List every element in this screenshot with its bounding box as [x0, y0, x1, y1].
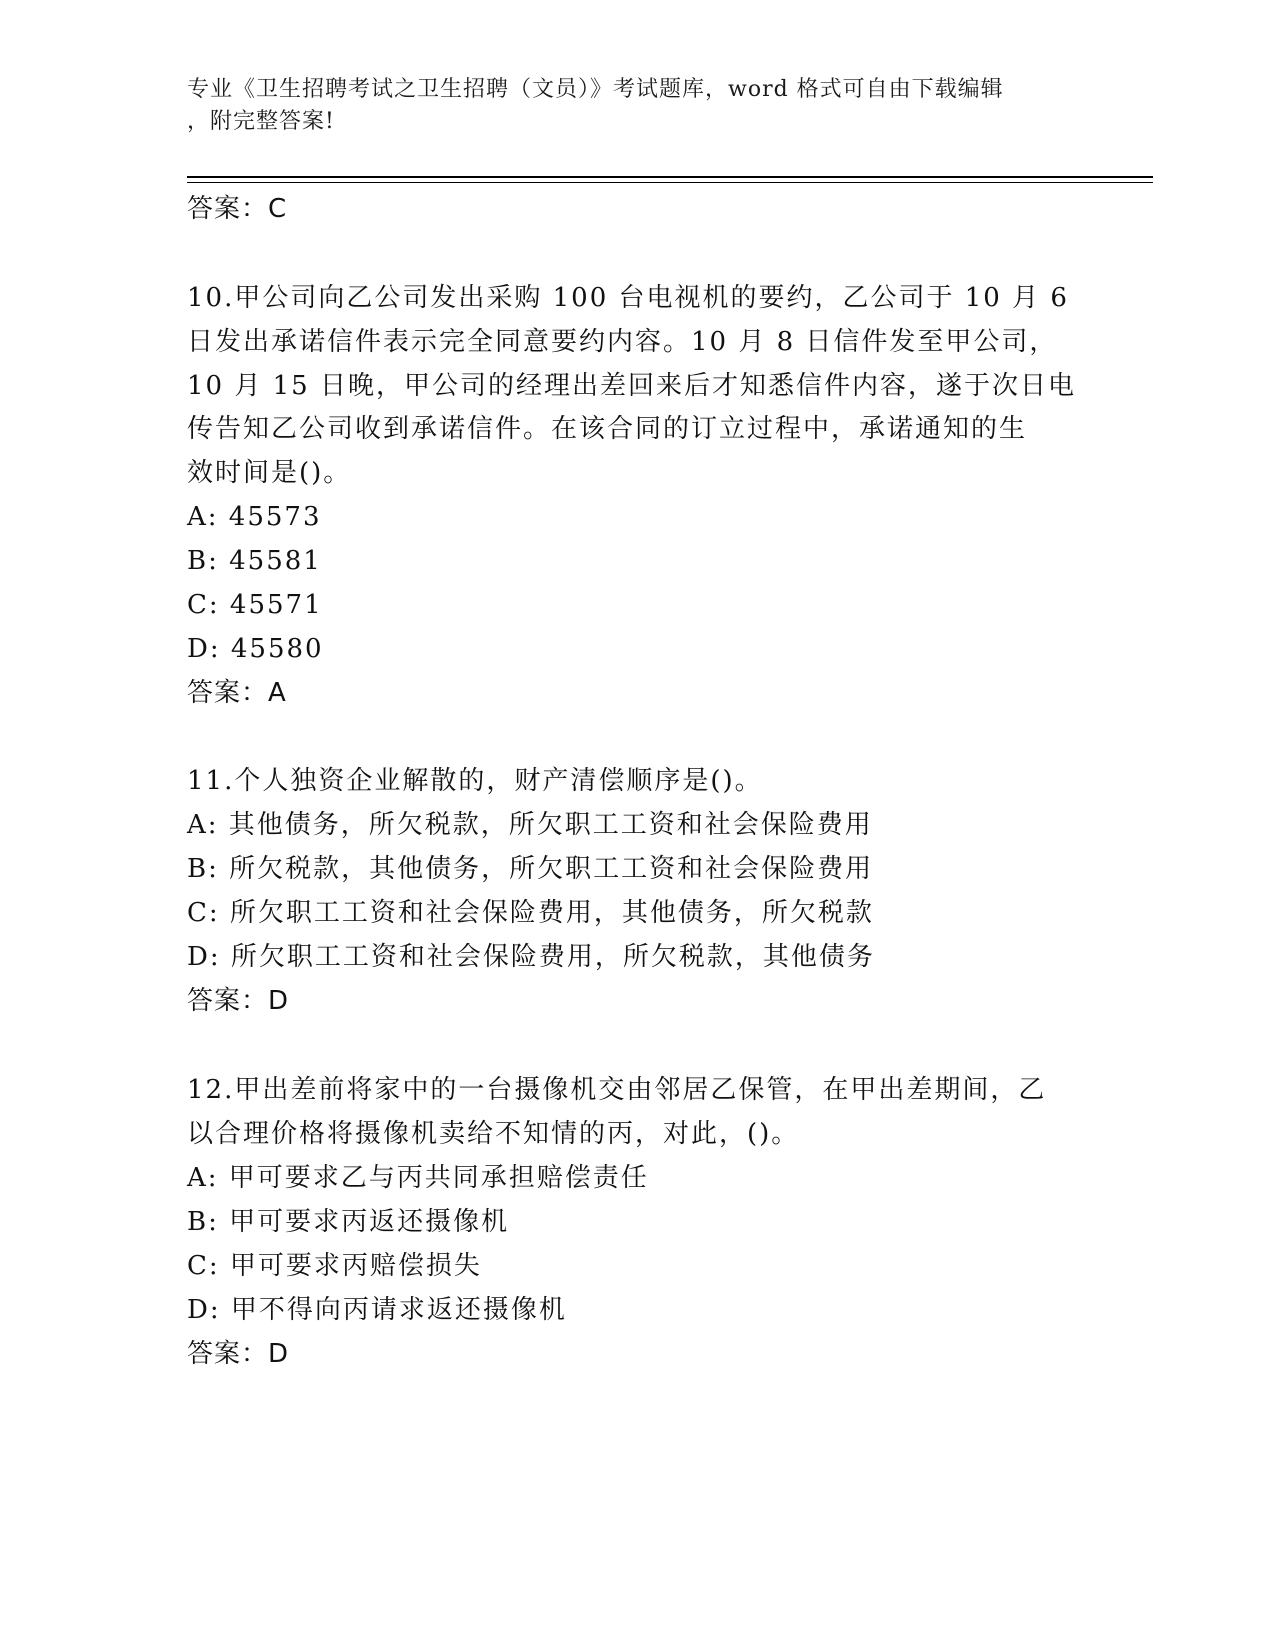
q10-option-b: B: 45581 — [187, 546, 322, 576]
q11-stem-line-1: 11.个人独资企业解散的，财产清偿顺序是()。 — [187, 766, 763, 796]
q10-stem-line-2: 日发出承诺信件表示完全同意要约内容。10 月 8 日信件发至甲公司， — [187, 327, 1058, 357]
header-divider-thick — [187, 176, 1153, 178]
q12-stem-line-2: 以合理价格将摄像机卖给不知情的丙，对此，()。 — [187, 1119, 800, 1149]
document-header — [187, 74, 1087, 138]
q10-stem-line-4: 传告知乙公司收到承诺信件。在该合同的订立过程中，承诺通知的生 — [187, 414, 1028, 444]
q12-option-d: D: 甲不得向丙请求返还摄像机 — [187, 1295, 567, 1325]
q10-option-d: D: 45580 — [187, 634, 324, 664]
q11-option-b: B: 所欠税款，其他债务，所欠职工工资和社会保险费用 — [187, 854, 874, 884]
q10-option-a: A: 45573 — [187, 502, 322, 532]
header-line-1: 专业《卫生招聘考试之卫生招聘（文员）》考试题库，word 格式可自由下载编辑 — [187, 77, 1004, 102]
q10-stem-line-3: 10 月 15 日晚，甲公司的经理出差回来后才知悉信件内容，遂于次日电 — [187, 371, 1076, 401]
q12-option-a: A: 甲可要求乙与丙共同承担赔偿责任 — [187, 1163, 649, 1193]
q10-stem-line-5: 效时间是()。 — [187, 458, 352, 488]
answer-prev: 答案：C — [187, 194, 288, 224]
q11-option-c: C: 所欠职工工资和社会保险费用，其他债务，所欠税款 — [187, 898, 874, 928]
q12-option-b: B: 甲可要求丙返还摄像机 — [187, 1207, 510, 1237]
q11-option-a: A: 其他债务，所欠税款，所欠职工工资和社会保险费用 — [187, 810, 873, 840]
q10-stem-line-1: 10.甲公司向乙公司发出采购 100 台电视机的要约，乙公司于 10 月 6 — [187, 283, 1069, 313]
q12-stem-line-1: 12.甲出差前将家中的一台摄像机交由邻居乙保管，在甲出差期间，乙 — [187, 1075, 1047, 1105]
q11-answer: 答案：D — [187, 986, 290, 1016]
q11-option-d: D: 所欠职工工资和社会保险费用，所欠税款，其他债务 — [187, 942, 875, 972]
header-line-2: ，附完整答案! — [187, 109, 335, 134]
q12-option-c: C: 甲可要求丙赔偿损失 — [187, 1251, 482, 1281]
q12-answer: 答案：D — [187, 1339, 290, 1369]
q10-option-c: C: 45571 — [187, 590, 323, 620]
q10-answer: 答案：A — [187, 678, 287, 708]
header-divider-thin — [187, 182, 1153, 183]
